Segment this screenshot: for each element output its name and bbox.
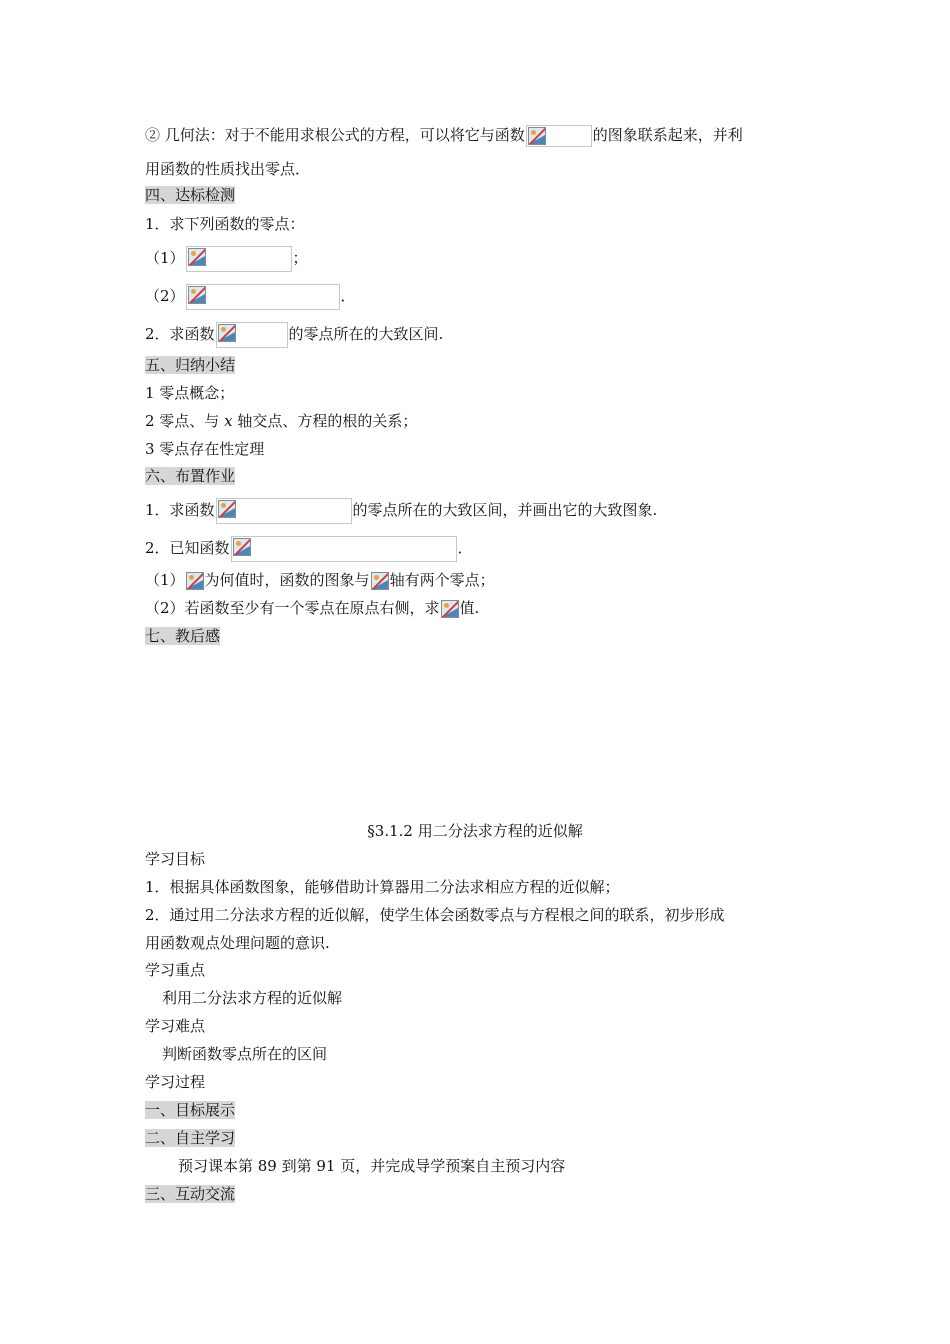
text: 3 零点存在性定理 xyxy=(145,440,265,458)
section-heading xyxy=(145,185,235,205)
text: （1） xyxy=(145,571,185,589)
formula-image xyxy=(441,600,459,618)
text-line: 判断函数零点所在的区间 xyxy=(162,1045,328,1063)
formula-image xyxy=(186,572,204,590)
text-line: 2．通过用二分法求方程的近似解，使学生体会函数零点与方程根之间的联系，初步形成 xyxy=(145,906,725,924)
heading-text: 七、教后感 xyxy=(145,627,221,645)
text: 的零点所在的大致区间. xyxy=(288,325,444,343)
section-heading xyxy=(145,626,220,646)
broken-image-icon xyxy=(188,248,206,266)
formula-image xyxy=(371,572,389,590)
formula-image xyxy=(186,284,340,310)
text: （1） xyxy=(145,249,185,267)
heading-text: 六、布置作业 xyxy=(145,467,236,485)
text: 1．求下列函数的零点： xyxy=(145,215,305,233)
text: 的零点所在的大致区间，并画出它的大致图象. xyxy=(352,501,658,519)
text: 值. xyxy=(459,599,480,617)
text-line xyxy=(145,246,308,272)
heading-text: 二、自主学习 xyxy=(145,1129,236,1147)
broken-image-icon xyxy=(218,324,236,342)
text: ； xyxy=(292,249,308,267)
formula-image xyxy=(216,322,288,348)
text-line xyxy=(145,598,479,618)
text-line: 学习目标 xyxy=(145,850,206,868)
text: ． xyxy=(340,287,356,305)
text: 2．已知函数 xyxy=(145,539,230,557)
text-line xyxy=(145,125,743,147)
text-line: 利用二分法求方程的近似解 xyxy=(162,989,343,1007)
formula-image xyxy=(186,246,292,272)
text: （2） xyxy=(145,287,185,305)
text: 为何值时，函数的图象与 xyxy=(204,571,370,589)
text-line: 学习过程 xyxy=(145,1073,206,1091)
page-title: §3.1.2 用二分法求方程的近似解 xyxy=(367,822,583,840)
formula-image xyxy=(231,536,457,562)
text: 1．求函数 xyxy=(145,501,215,519)
text: ② 几何法：对于不能用求根公式的方程，可以将它与函数 xyxy=(145,126,525,144)
formula-image xyxy=(526,125,592,147)
broken-image-icon xyxy=(188,286,206,304)
text: 2 零点、与 xyxy=(145,412,225,430)
heading-text: 五、归纳小结 xyxy=(145,356,236,374)
text-line xyxy=(145,439,264,459)
text: ． xyxy=(457,539,473,557)
variable-x: x xyxy=(224,412,233,430)
text-line: 学习难点 xyxy=(145,1017,206,1035)
heading-text: 一、目标展示 xyxy=(145,1101,236,1119)
text: 轴交点、方程的根的关系； xyxy=(232,412,418,430)
broken-image-icon xyxy=(371,572,389,590)
text-line xyxy=(145,214,305,234)
text-line xyxy=(145,284,356,310)
text: 用函数的性质找出零点． xyxy=(145,160,311,178)
text-line: 学习重点 xyxy=(145,961,206,979)
broken-image-icon xyxy=(528,127,546,145)
text-line xyxy=(145,498,657,524)
section-heading xyxy=(145,1100,235,1120)
section-heading xyxy=(145,355,235,375)
text: 2．求函数 xyxy=(145,325,215,343)
text: 的图象联系起来，并利 xyxy=(592,126,743,144)
section-heading xyxy=(145,1184,235,1204)
text: 1 零点概念； xyxy=(145,384,235,402)
text-line xyxy=(145,411,417,431)
broken-image-icon xyxy=(233,538,251,556)
text-line: 用函数观点处理问题的意识. xyxy=(145,934,330,952)
text-line xyxy=(145,536,473,562)
text-line xyxy=(145,570,495,590)
broken-image-icon xyxy=(441,600,459,618)
section-heading xyxy=(145,466,235,486)
broken-image-icon xyxy=(186,572,204,590)
broken-image-icon xyxy=(218,500,236,518)
section-heading xyxy=(145,1128,235,1148)
text: （2）若函数至少有一个零点在原点右侧，求 xyxy=(145,599,440,617)
formula-image xyxy=(216,498,352,524)
text-line xyxy=(145,322,443,348)
text-line xyxy=(145,383,234,403)
text-line xyxy=(145,159,310,179)
heading-text: 三、互动交流 xyxy=(145,1185,236,1203)
text-line: 1．根据具体函数图象，能够借助计算器用二分法求相应方程的近似解； xyxy=(145,878,620,896)
text: 轴有两个零点； xyxy=(389,571,495,589)
heading-text: 四、达标检测 xyxy=(145,186,236,204)
text-line: 预习课本第 89 到第 91 页，并完成导学预案自主预习内容 xyxy=(178,1157,566,1175)
